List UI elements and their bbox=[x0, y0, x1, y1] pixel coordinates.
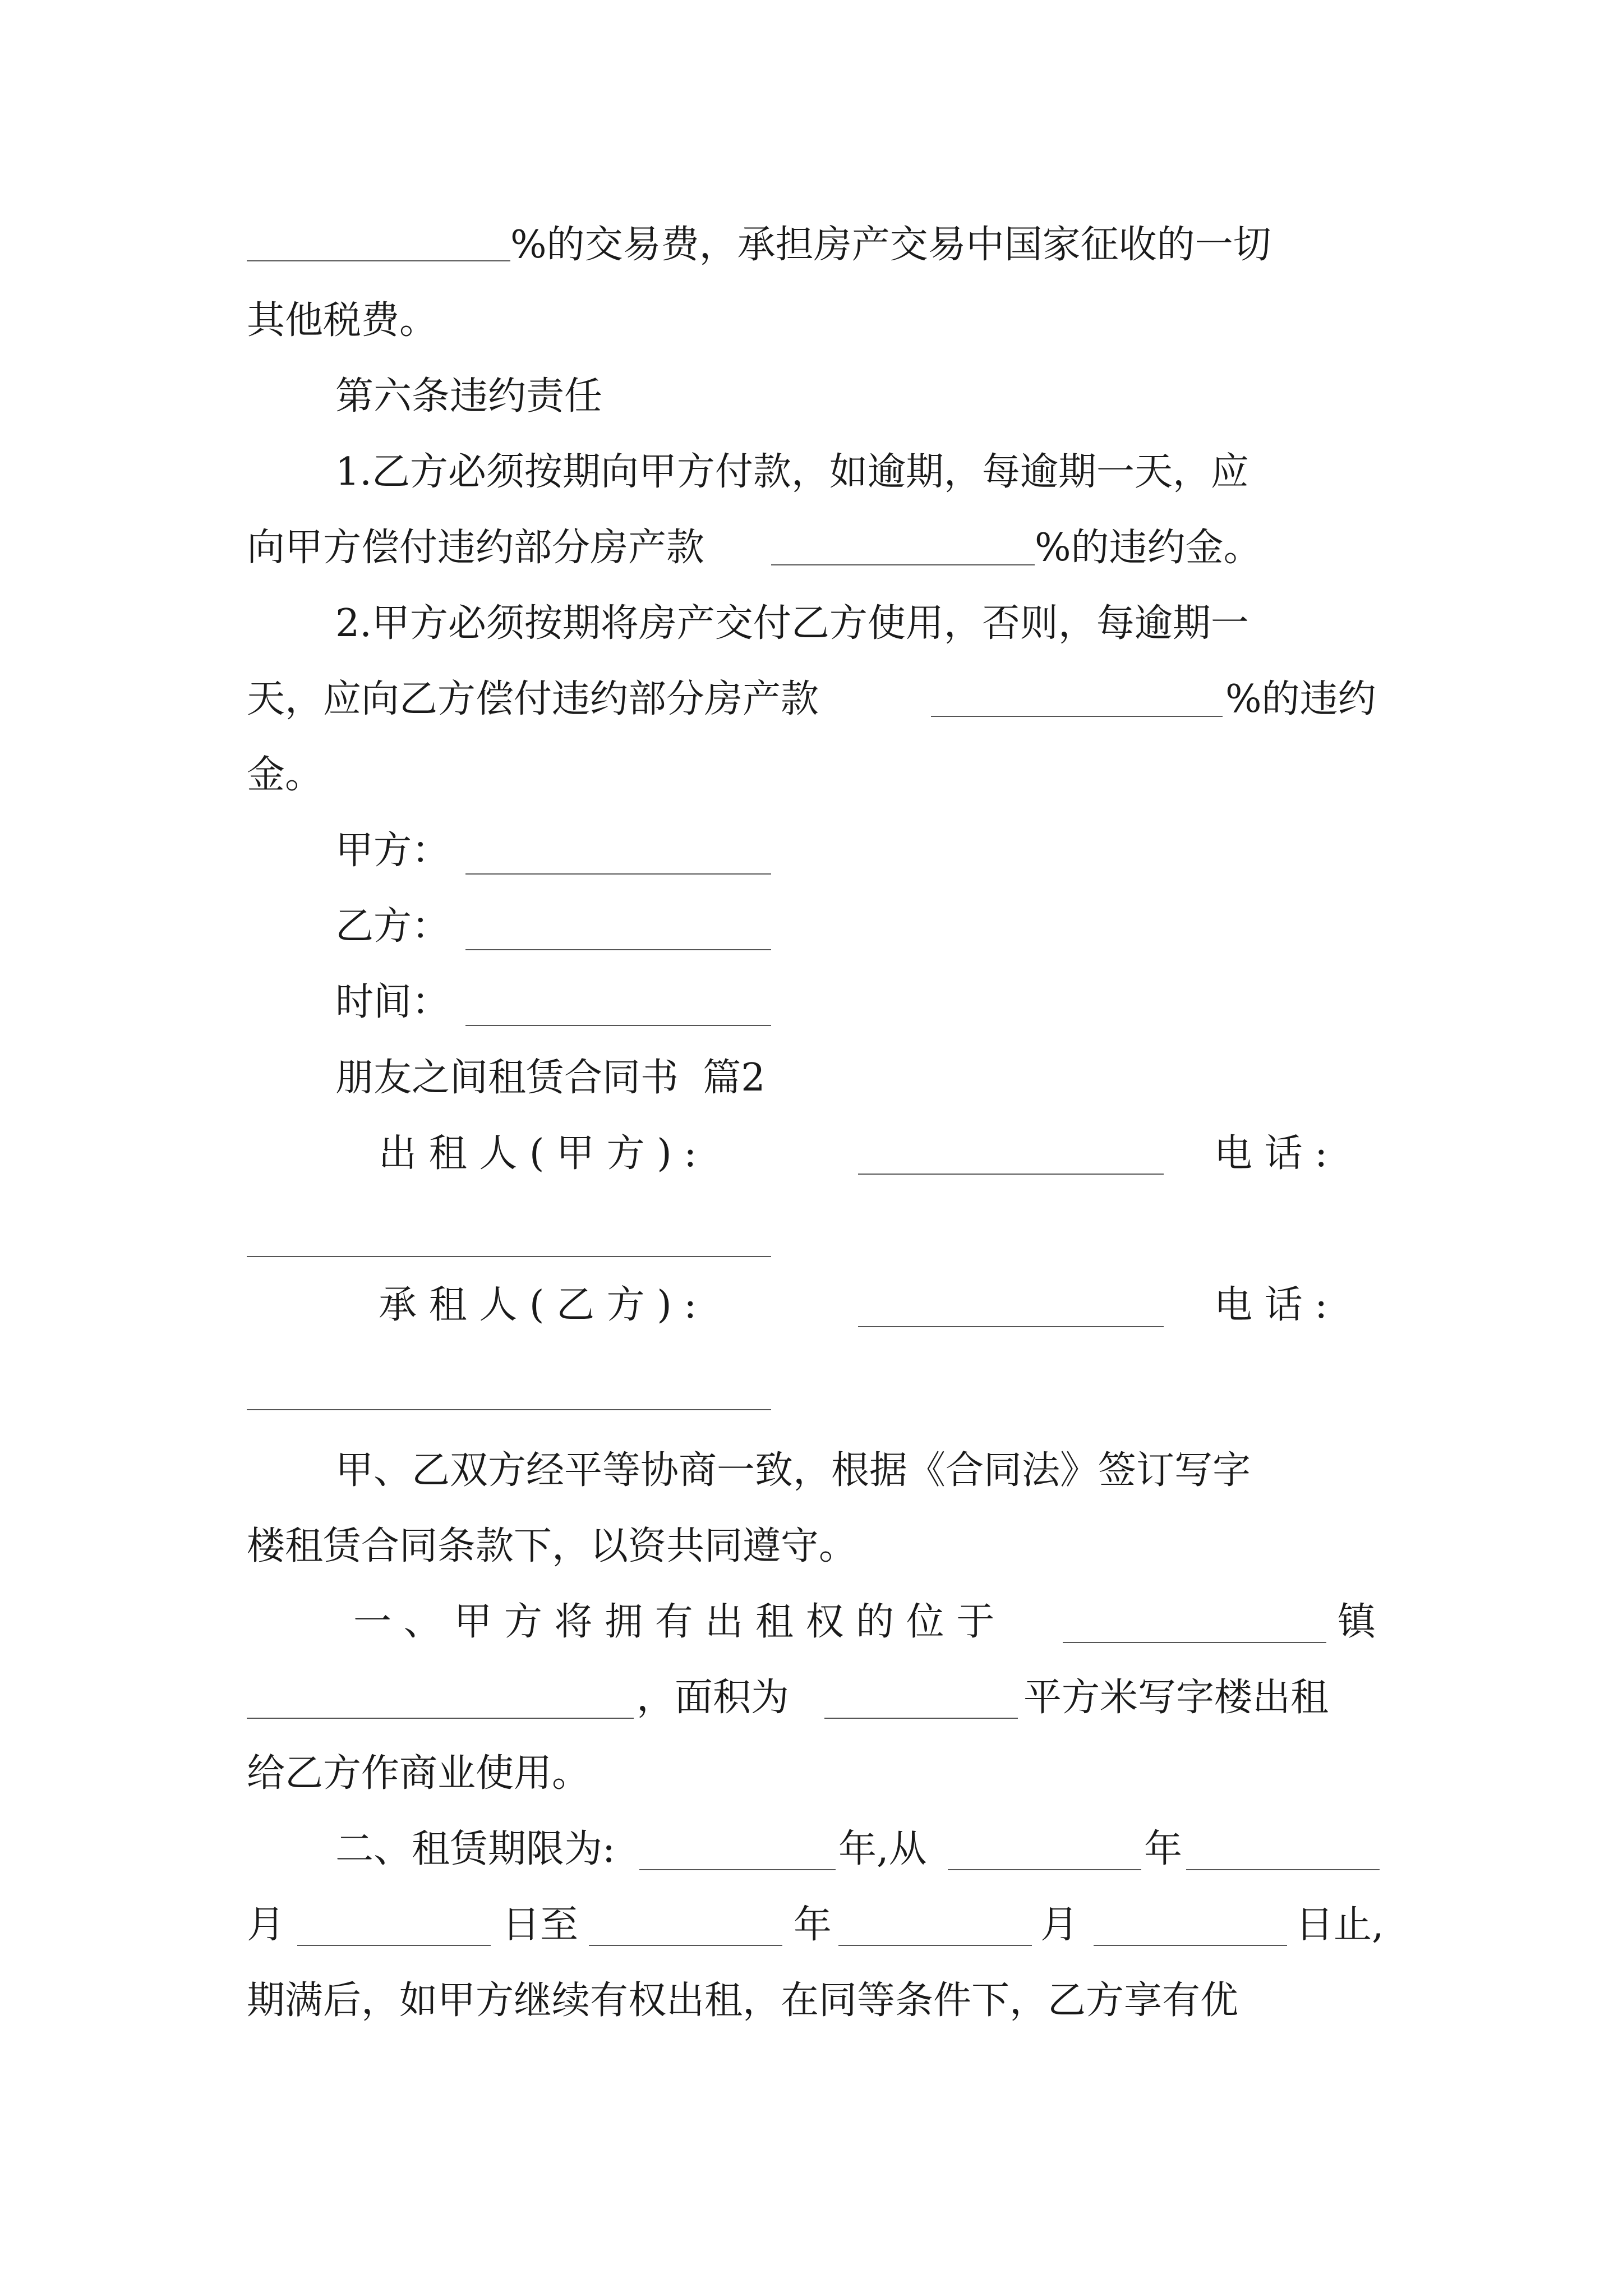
blank-start-month-a[interactable] bbox=[1186, 1868, 1380, 1870]
text-line: 甲、乙双方经平等协商一致，根据《合同法》签订写字 bbox=[335, 1448, 1251, 1493]
lessee-label: 承 租 人 ( 乙 方 ) : bbox=[379, 1283, 697, 1327]
time-label: 时间： bbox=[335, 980, 450, 1024]
text-line: %的交易费，承担房产交易中国家征收的一切 bbox=[510, 223, 1271, 267]
text-line: 镇 bbox=[1338, 1600, 1376, 1644]
text-line: 月 bbox=[1040, 1903, 1079, 1947]
text-line: 1.乙方必须按期向甲方付款，如逾期，每逾期一天，应 bbox=[335, 450, 1249, 494]
blank-start-month[interactable] bbox=[297, 1944, 491, 1946]
lessee-phone-label: 电 话 : bbox=[1214, 1283, 1328, 1327]
text-line: %的违约 bbox=[1225, 677, 1376, 721]
lessor-label: 出 租 人 ( 甲 方 ) : bbox=[379, 1131, 697, 1176]
contract-title: 朋友之间租赁合同书 篇2 bbox=[335, 1056, 766, 1100]
party-b-blank[interactable] bbox=[465, 948, 771, 950]
blank-end-year[interactable] bbox=[838, 1944, 1032, 1946]
text-line: 其他税费。 bbox=[247, 298, 438, 343]
text-line: ，面积为 bbox=[637, 1676, 790, 1720]
blank-area[interactable] bbox=[824, 1717, 1018, 1719]
text-line: 平方米写字楼出租 bbox=[1023, 1676, 1329, 1720]
text-line: 年 bbox=[794, 1903, 832, 1947]
text-line: 月 bbox=[247, 1903, 285, 1947]
text-line: 日止, bbox=[1295, 1903, 1384, 1947]
blank-start-year[interactable] bbox=[948, 1868, 1141, 1870]
text-line: 金。 bbox=[247, 753, 324, 797]
blank-years[interactable] bbox=[639, 1868, 836, 1870]
text-line: 向甲方偿付违约部分房产款 bbox=[247, 526, 705, 570]
text-line: 一 、 甲 方 将 拥 有 出 租 权 的 位 于 bbox=[353, 1600, 995, 1644]
blank-address[interactable] bbox=[247, 1717, 634, 1719]
lessee-blank[interactable] bbox=[858, 1325, 1164, 1327]
lessor-blank[interactable] bbox=[858, 1172, 1164, 1175]
blank-penalty-rate-a[interactable] bbox=[931, 715, 1223, 717]
blank-end-month[interactable] bbox=[1094, 1944, 1287, 1946]
text-line: 二、租赁期限为: bbox=[335, 1827, 615, 1871]
text-line: 天，应向乙方偿付违约部分房产款 bbox=[247, 677, 819, 721]
time-blank[interactable] bbox=[465, 1024, 771, 1026]
lessee-phone-blank[interactable] bbox=[247, 1408, 771, 1410]
text-line: 年 bbox=[1144, 1827, 1183, 1871]
blank-penalty-rate-b[interactable] bbox=[771, 563, 1035, 565]
text-line: 楼租赁合同条款下，以资共同遵守。 bbox=[247, 1524, 857, 1568]
party-a-label: 甲方： bbox=[335, 829, 450, 873]
section-heading: 第六条违约责任 bbox=[335, 374, 603, 418]
lessor-phone-blank[interactable] bbox=[247, 1255, 771, 1257]
party-a-blank[interactable] bbox=[465, 872, 771, 875]
blank-location[interactable] bbox=[1063, 1641, 1326, 1643]
text-line: 日至 bbox=[502, 1903, 579, 1947]
text-line: 给乙方作商业使用。 bbox=[247, 1751, 591, 1796]
text-line: 期满后，如甲方继续有权出租，在同等条件下，乙方享有优 bbox=[247, 1978, 1239, 2023]
lessor-phone-label: 电 话 : bbox=[1214, 1131, 1328, 1176]
text-line: 年,从 bbox=[838, 1827, 927, 1871]
text-line: 2.甲方必须按期将房产交付乙方使用，否则，每逾期一 bbox=[335, 601, 1249, 646]
text-line: %的违约金。 bbox=[1035, 526, 1262, 570]
blank-fee-rate[interactable] bbox=[247, 259, 510, 261]
blank-start-day[interactable] bbox=[589, 1944, 782, 1946]
party-b-label: 乙方： bbox=[335, 904, 450, 949]
